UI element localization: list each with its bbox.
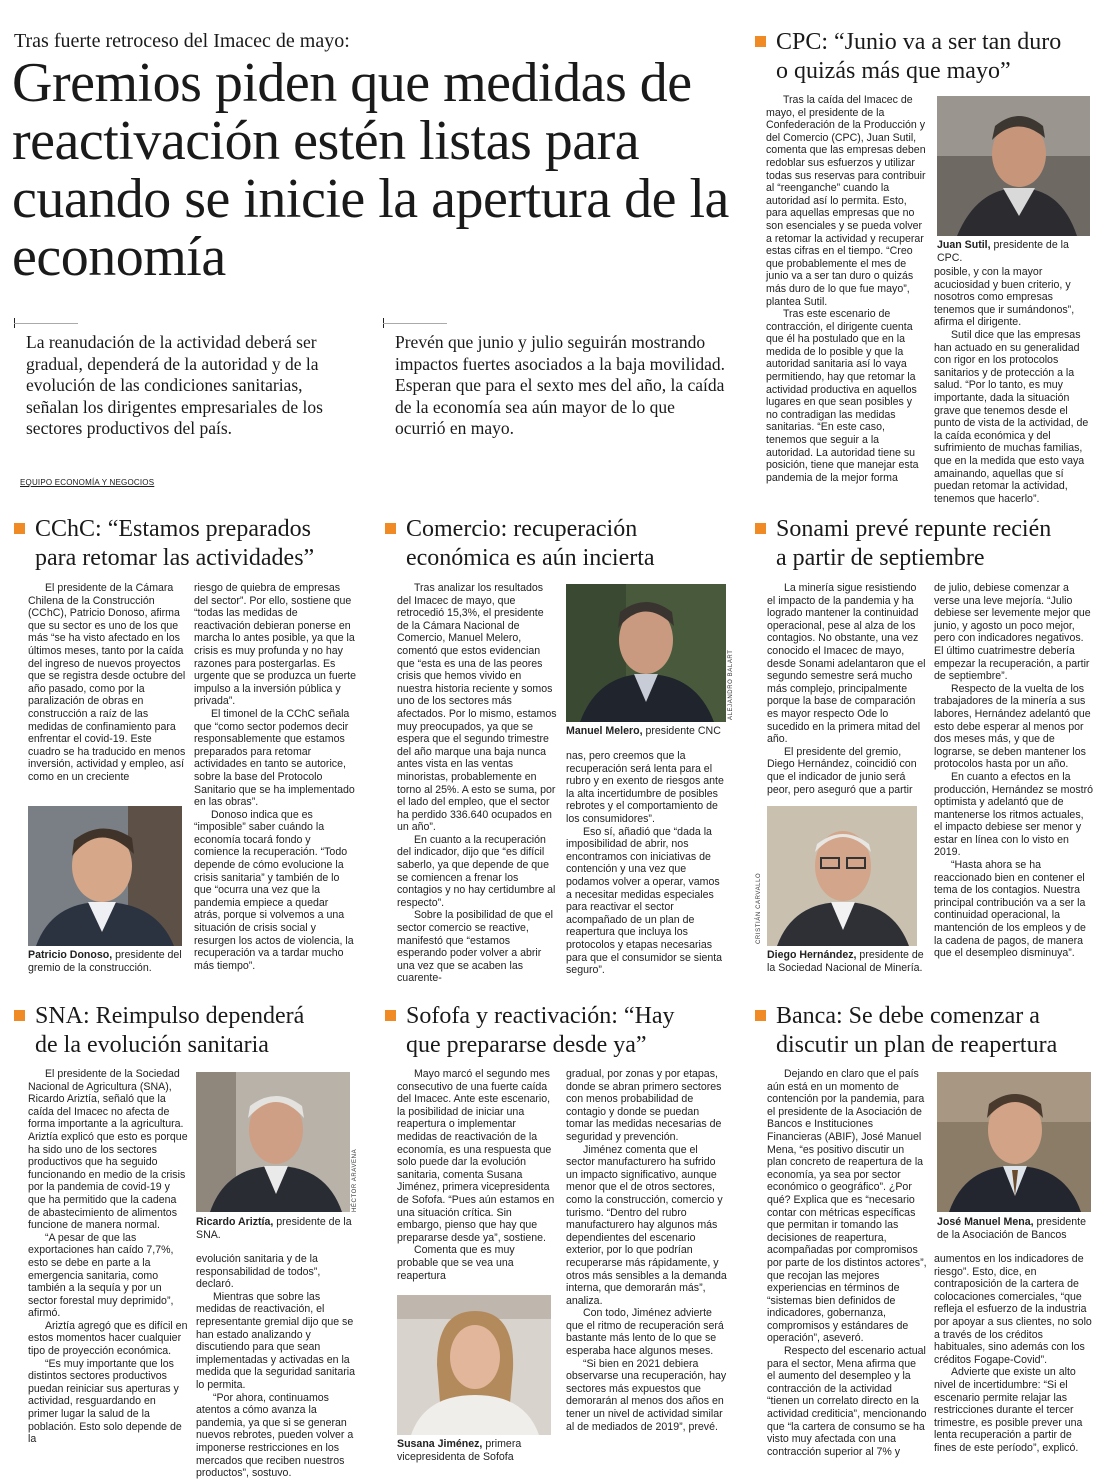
deck-left: La reanudación de la actividad deberá ser gradual, dependerá de la autoridad y de la evolución de las condiciones sanitarias, señalan los dirigentes empresariales de los sectores productivos del país. <box>26 332 323 438</box>
caption-manuel-melero: Manuel Melero, presidente CNC <box>566 725 721 737</box>
caption-juan-sutil: Juan Sutil, presidente de la CPC. <box>937 239 1069 264</box>
article-sonami-col1: La minería sigue resistiendo el impacto de la pandemia y ha logrado mantener la continuidad operacional, pese al alza de los contagios. No obstante, una vez conocido el Imacec de mayo, desde Sonami adelantaron que el segundo semestre será mucho más complejo, principalmente porque la base de comparación es mayor respecto Ode lo sucedido en la primera mitad del año. El presidente del gremio, Diego Hernández, coincidió con que el indicador de junio será peor, pero aseguró que a partir <box>767 582 926 796</box>
article-cchc-col1: El presidente de la Cámara Chilena de la Construcción (CChC), Patricio Donoso, afirma que su sector es uno de los que más “se ha visto afectado en los últimos meses, tanto por la caída del ingreso de nuevos proyectos que se registra desde octubre del año pasado, como por la paralización de obras en construcción a raíz de las medidas de confinamiento para enfrentar el covid-19. Este cuadro se ha traducido en menos inversión, actividad y empleo, así como en un creciente <box>28 582 186 783</box>
photo-diego-hernandez <box>767 806 917 946</box>
kicker: Tras fuerte retroceso del Imacec de mayo: <box>14 30 350 52</box>
caption-patricio-donoso: Patricio Donoso, presidente del gremio de la construcción. <box>28 949 182 974</box>
section-marker <box>755 1010 766 1021</box>
photo-susana-jimenez <box>397 1295 551 1435</box>
article-cchc-col2: riesgo de quiebra de empresas del sector”. Por ello, sostiene que “todas las medidas de reactivación debieran ponerse en marcha lo antes posible, ya que la crisis es muy profunda y no hay razones para postergarlas. Es urgente que se produzca un fuerte impulso a la inversión pública y privada”. El timonel de la CChC señala que “como sector podemos decir responsablemente que estamos preparados para retomar actividades en tanto se autorice, sobre la base del Protocolo Sanitario que se ha implementado en las obras”. Donoso indica que es “imposible” saber cuándo la economía tocará fondo y comience la recuperación. “Todo depende de cómo evolucione la crisis sanitaria” y también de lo que “ocurra una vez que la pandemia empiece a quedar atrás, porque si volvemos a una situación de crisis social y resurgen los actos de violencia, la recuperación va a tardar mucho más tiempo”. <box>194 582 356 972</box>
section-title-sonami: Sonami prevé repunte recién a partir de septiembre <box>755 515 1095 573</box>
section-marker <box>385 1010 396 1021</box>
section-title-banca: Banca: Se debe comenzar a discutir un plan de reapertura <box>755 1002 1095 1060</box>
section-title-comercio: Comercio: recuperación económica es aún incierta <box>385 515 735 573</box>
article-cpc-col1: Tras la caída del Imacec de mayo, el presidente de la Confederación de la Producción y del Comercio (CPC), Juan Sutil, comenta que las empresas deben redoblar sus esfuerzos y utilizar todas sus reservas para contribuir al “reenganche” cuando la autoridad así lo permita. Esto, para aquellas empresas que no son esenciales y se pueda volver a retomar la actividad y recuperar estas cifras en el tiempo. “Creo que probablemente el mes de junio va a ser tan duro o quizás más duro de lo que fue mayo”, plantea Sutil. Tras este escenario de contracción, el dirigente cuenta que él ha postulado que en la medida de lo posible y que la autoridad sanitaria así lo vaya permitiendo, hay que retomar la actividad productiva en aquellos lugares en que sean posibles y no contradigan las medidas sanitarias. “En este caso, tenemos que seguir a la autoridad. La autoridad tiene su posición, tiene que manejar esta pandemia de la mejor forma <box>766 94 926 484</box>
article-comercio-col1: Tras analizar los resultados del Imacec de mayo, que retrocedió 15,3%, el presidente de la Cámara Nacional de Comercio, Manuel Melero, comentó que estos evidencian que “esta es una de las peores crisis que hemos vivido en nuestra historia reciente y somos uno de los sectores más afectados. Por lo mismo, estamos muy preocupados, ya que se espera que el segundo trimestre del año marque una baja nunca antes vista en las ventas minoristas, probablemente en torno al 25%. A esto se suma, por el lado del empleo, que el sector ha perdido 336.640 ocupados en un año”. En cuanto a la recuperación del indicador, dijo que “es difícil saberlo, ya que depende de que se comiencen a frenar los contagios y no hay certidumbre al respecto”. Sobre la posibilidad de que el sector comercio se reactive, manifestó que “estamos esperando poder volver a abrir una vez que se acaben las cuarente- <box>397 582 557 985</box>
caption-susana-jimenez: Susana Jiménez, primera vicepresidenta de Sofofa <box>397 1438 522 1463</box>
article-sofofa-col1: Mayo marcó el segundo mes consecutivo de una fuerte caída del Imacec. Ante este escenario, la posibilidad de iniciar una reapertura o implementar medidas de reactivación de la economía, es una respuesta que solo puede dar la evolución sanitaria, comenta Susana Jiménez, primera vicepresidenta de Sofofa. “Pues aún estamos en una situación crítica. Sin embargo, pienso que hay que prepararse desde ya”, sostiene. Comenta que es muy probable que se vea una reapertura <box>397 1068 555 1282</box>
photo-ricardo-ariztia <box>196 1072 350 1212</box>
photo-patricio-donoso <box>28 806 182 946</box>
section-title-cchc: CChC: “Estamos preparados para retomar las actividades” <box>14 515 364 573</box>
deck-right: Prevén que junio y julio seguirán mostrando impactos fuertes asociados a la baja movilidad. Esperan que para el sexto mes del año, la caída de la economía sea aún mayor de lo que ocurrió en mayo. <box>395 332 725 438</box>
article-sonami-col2: de julio, debiese comenzar a verse una leve mejoría. “Julio debiese ser levemente mejor que junio, y agosto un poco mejor, pero con indicadores negativos. El último cuatrimestre debería empezar la recuperación, a partir de septiembre”. Respecto de la vuelta de los trabajadores de la minería a sus labores, Hernández adelantó que esto debe esperar al menos por dos meses más, y que de lograrse, se deben mantener los protocolos hasta por un año. En cuanto a efectos en la producción, Hernández se mostró optimista y adelantó que de mantenerse los ritmos actuales, el impacto debiese ser menor y estar en línea con lo visto en 2019. “Hasta ahora se ha reaccionado bien en contener el tema de los contagios. Nuestra principal contribución va a ser la continuidad operacional, la mantención de los empleos y de la cadena de pagos, de manera que el desempleo disminuya”. <box>934 582 1093 960</box>
section-title-cpc: CPC: “Junio va a ser tan duro o quizás más que mayo” <box>755 28 1095 86</box>
article-cpc-col2: posible, y con la mayor acuciosidad y buen criterio, y nosotros como empresas tenemos que ir sumándonos”, afirma el dirigente. Sutil dice que las empresas han actuado en su generalidad con rigor en los protocolos sanitarios y de protección a la salud. “Por lo tanto, es muy importante, dada la situación grave que tenemos desde el punto de vista de la actividad, de la caída económica y del sufrimiento de muchas familias, que en la medida que esto vaya amainando, aquellas que sí puedan retomar la actividad, tenemos que hacerlo”. <box>934 266 1089 505</box>
photo-manuel-melero <box>566 584 726 722</box>
headline: Gremios piden que medidas de reactivación estén listas para cuando se inicie la apertura de la economía <box>12 52 729 288</box>
caption-jose-manuel-mena: José Manuel Mena, presidente de la Asociación de Bancos <box>937 1216 1086 1241</box>
article-sna-col2: evolución sanitaria y de la responsabilidad de todos”, declaró. Mientras que sobre las medidas de reactivación, el representante gremial dijo que se han estado analizando y discutiendo para que sean implementadas y activadas en la medida que la seguridad sanitaria lo permita. “Por ahora, continuamos atentos a cómo avanza la pandemia, ya que si se generan nuevos rebrotes, pueden volver a imponerse restricciones en los mercados que reciben nuestros productos”, sostuvo. <box>196 1253 356 1480</box>
photo-credit: ALEJANDRO BALART <box>728 649 734 720</box>
article-banca-col1: Dejando en claro que el país aún está en un momento de contención por la pandemia, para el presidente de la Asociación de Bancos e Instituciones Financieras (ABIF), José Manuel Mena, “es positivo discutir un plan concreto de reapertura de la economía, ya sea por sector económico o geográfico”. ¿Por qué? Explica que es “necesario contar con métricas específicas que permitan ir tomando las decisiones de reapertura, acompañadas por compromisos por parte de los distintos actores”, que recojan las mejores experiencias en términos de “sistemas bien definidos de indicadores, gobernanza, compromisos y estándares de operación”, aseveró. Respecto del escenario actual para el sector, Mena afirma que el aumento del desempleo y la contracción de la actividad “tienen un correlato directo en la actividad crediticia”, mencionando que “la cartera de consumo se ha visto muy afectada con una contracción superior al 7% y <box>767 1068 927 1458</box>
section-marker <box>755 523 766 534</box>
caption-ricardo-ariztia: Ricardo Ariztía, presidente de la SNA. <box>196 1216 352 1241</box>
article-sofofa-col2: gradual, por zonas y por etapas, donde se abran primero sectores con menos probabilidad de contagio y donde se puedan tomar las medidas necesarias de seguridad y prevención. Jiménez comenta que el sector manufacturero ha sufrido un impacto significativo, aunque menor que el de otros sectores, como la construcción, comercio y turismo. “Dentro del rubro manufacturero hay algunos más dependientes del escenario exterior, por lo que podrían recuperarse más rápidamente, y otros más sensibles a la demanda interna, que demorarán más”, analiza. Con todo, Jiménez advierte que el ritmo de recuperación será bastante más lento de lo que se esperaba hace algunos meses. “Si bien en 2021 debiera observarse una recuperación, hay sectores más expuestos que demorarán al menos dos años en tener un nivel de actividad similar al de mediados de 2019”, prevé. <box>566 1068 727 1433</box>
section-marker <box>755 36 766 47</box>
section-marker <box>385 523 396 534</box>
article-sna-col1: El presidente de la Sociedad Nacional de Agricultura (SNA), Ricardo Ariztía, señaló que la caída del Imacec no afecta de forma importante a la agricultura. Ariztía explicó que esto es porque ha sido uno de los sectores productivos que ha seguido funcionando en medio de la crisis por la pandemia de covid-19 y que ha permitido que la cadena de abastecimiento de alimentos funcione de manera normal. “A pesar de que las exportaciones han caído 7,7%, esto se debe en parte a la emergencia sanitaria, como también a la sequía y por un sector forestal muy deprimido”, afirmó. Ariztía agregó que es difícil en estos momentos hacer cualquier tipo de proyección económica. “Es muy importante que los distintos sectores productivos puedan reiniciar sus aperturas y actividad, resguardando en primer lugar la salud de la población. Esto solo depende de la <box>28 1068 188 1446</box>
deck-rule <box>14 323 78 324</box>
deck-rule <box>383 323 447 324</box>
photo-juan-sutil <box>937 96 1090 236</box>
photo-credit: CRISTIÁN CARVALLO <box>756 872 762 944</box>
section-marker <box>14 1010 25 1021</box>
article-banca-col2: aumentos en los indicadores de riesgo”. Esto, dice, en contraposición de la cartera de colocaciones comerciales, “que refleja el esfuerzo de la industria por apoyar a sus clientes, no solo a través de los créditos habituales, sino además con los créditos Fogape-Covid”. Advierte que existe un alto nivel de incertidumbre: “Si el escenario permite relajar las restricciones durante el tercer trimestre, es posible prever una lenta recuperación a partir de fines de este período”, explicó. <box>934 1253 1092 1454</box>
section-marker <box>14 523 25 534</box>
article-comercio-col2: nas, pero creemos que la recuperación será lenta para el rubro y en exento de riesgos ante la alta incertidumbre de posibles rebrotes y el comportamiento de los consumidores”. Eso sí, añadió que “dada la imposibilidad de abrir, nos encontramos con iniciativas de contención y una vez que podamos volver a operar, vamos a necesitar medidas especiales para reactivar el sector acompañado de un plan de reapertura que incluya los protocolos y etapas necesarias para que el consumidor se sienta seguro”. <box>566 750 724 977</box>
photo-credit: HÉCTOR ARAVENA <box>352 1148 358 1212</box>
section-title-sofofa: Sofofa y reactivación: “Hay que prepararse desde ya” <box>385 1002 735 1060</box>
photo-jose-manuel-mena <box>937 1072 1091 1212</box>
caption-diego-hernandez: Diego Hernández, presidente de la Sociedad Nacional de Minería. <box>767 949 924 974</box>
section-title-sna: SNA: Reimpulso dependerá de la evolución sanitaria <box>14 1002 364 1060</box>
byline: EQUIPO ECONOMÍA Y NEGOCIOS <box>20 478 155 487</box>
